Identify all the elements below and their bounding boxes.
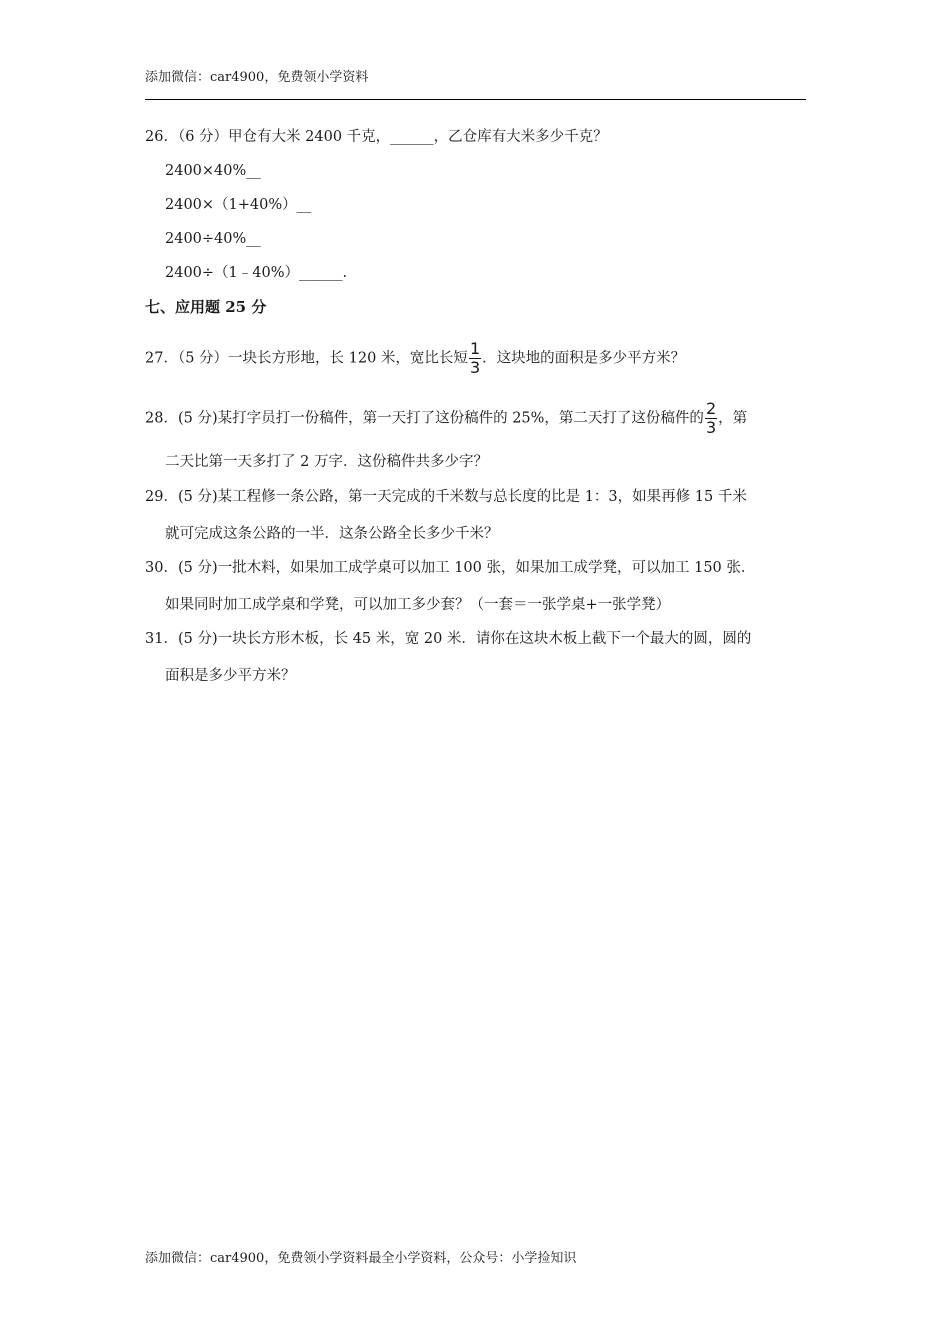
fraction-numerator: 2: [705, 399, 717, 418]
question-26-option-2: 2400×（1+40%）__: [165, 197, 312, 213]
question-27: [145, 341, 685, 376]
question-27-text-before: 27．（5 分）一块长方形地，长 120 米，宽比长短: [145, 350, 468, 367]
fraction-two-thirds: [705, 401, 717, 436]
question-28-line-2: 二天比第一天多打了 2 万字．这份稿件共多少字？: [165, 454, 488, 470]
question-28-text-before: 28．(5 分)某打字员打一份稿件，第一天打了这份稿件的 25%，第二天打了这份稿件的: [145, 410, 704, 427]
question-28-line-1: [145, 401, 747, 436]
question-26-option-1: 2400×40%__: [165, 163, 261, 179]
question-27-text-after: ．这块地的面积是多少平方米？: [482, 350, 686, 367]
question-30-line-1: 30．(5 分)一批木料，如果加工成学桌可以加工 100 张，如果加工成学凳，可以加工 150 张．: [145, 560, 756, 576]
page-footer-text: 添加微信：car4900，免费领小学资料最全小学资料，公众号：小学捡知识: [145, 1251, 577, 1266]
question-26-option-4: 2400÷（1﹣40%）______.: [165, 265, 348, 281]
fraction-denominator: 3: [469, 358, 481, 377]
question-31-line-2: 面积是多少平方米？: [165, 668, 296, 684]
section-7-title: 七、应用题 25 分: [145, 298, 267, 316]
page-header-text: 添加微信：car4900，免费领小学资料: [145, 70, 369, 85]
fraction-numerator: 1: [469, 339, 481, 358]
fraction-denominator: 3: [705, 418, 717, 437]
question-31-line-1: 31．(5 分)一块长方形木板，长 45 米，宽 20 米．请你在这块木板上截下一个最大的圆，圆的: [145, 631, 752, 647]
question-26-option-3: 2400÷40%__: [165, 231, 261, 247]
header-divider: [145, 99, 806, 100]
question-28-text-after: ，第: [718, 410, 748, 427]
question-30-line-2: 如果同时加工成学桌和学凳，可以加工多少套？（一套＝一张学桌+一张学凳）: [165, 597, 671, 613]
question-29-line-1: 29．(5 分)某工程修一条公路，第一天完成的千米数与总长度的比是 1：3，如果再修 15 千米: [145, 489, 747, 505]
fraction-one-third: [469, 341, 481, 376]
question-26-title: 26．（6 分）甲仓有大米 2400 千克，______，乙仓库有大米多少千克？: [145, 129, 608, 145]
question-29-line-2: 就可完成这条公路的一半．这条公路全长多少千米？: [165, 526, 499, 542]
